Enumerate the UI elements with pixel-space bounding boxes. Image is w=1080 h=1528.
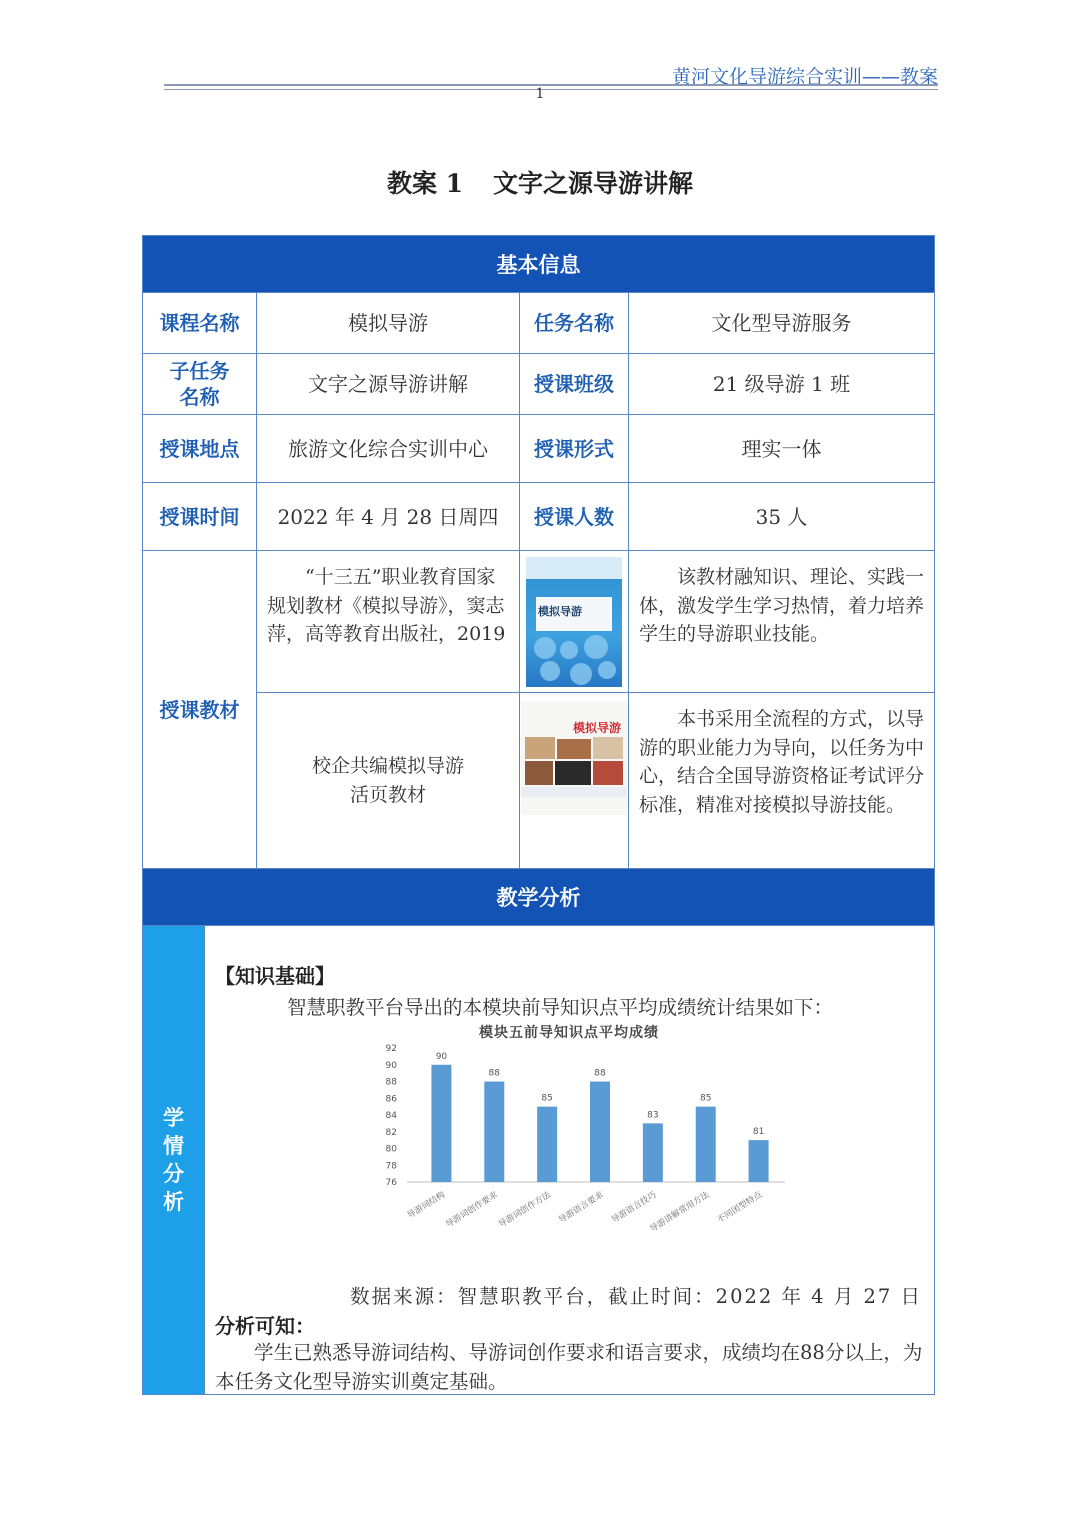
student-analysis-content (205, 926, 935, 1395)
category-label: 导游词结构 (405, 1190, 448, 1222)
y-tick-label: 76 (385, 1178, 397, 1188)
chart-bar (749, 1140, 769, 1182)
y-tick-label: 90 (385, 1060, 397, 1071)
running-header: 黄河文化导游综合实训——教案 (671, 66, 938, 88)
conclusion-text: 学生已熟悉导游词结构、导游词创作要求和语言要求，成绩均在88分以上，为本任务文化型导游实训奠定基础。 (215, 1341, 923, 1393)
subtask-value: 文字之源导游讲解 (257, 354, 520, 415)
textbook-1-description: 该教材融知识、理论、实践一体，激发学生学习热情，着力培养学生的导游职业技能。 (629, 551, 935, 693)
data-source-note: 数据来源：智慧职教平台，截止时间：2022 年 4 月 27 日 (350, 1285, 922, 1308)
chart-bar (537, 1107, 557, 1182)
title-prefix: 教案 1 (386, 169, 464, 198)
y-tick-label: 78 (385, 1161, 397, 1172)
format-value: 理实一体 (629, 415, 935, 483)
category-label: 导游词创作要求 (444, 1190, 500, 1231)
y-tick-label: 92 (385, 1044, 397, 1054)
bar-value-label: 85 (699, 1093, 712, 1104)
chart-bar (431, 1065, 451, 1182)
page-number: 1 (535, 86, 545, 102)
chart-bar (696, 1107, 716, 1182)
subtask-label (143, 354, 257, 415)
bar-value-label: 83 (647, 1110, 659, 1121)
course-name-value: 模拟导游 (257, 293, 520, 354)
y-tick-label: 80 (385, 1144, 397, 1155)
bar-value-label: 90 (435, 1051, 448, 1062)
side-label-char: 学 (163, 1106, 184, 1130)
lesson-plan-table (142, 235, 935, 1395)
subtask-label-line2: 名称 (179, 385, 220, 409)
y-tick-label: 82 (385, 1127, 397, 1138)
category-label: 导游讲解常用方法 (648, 1190, 712, 1235)
textbook-2-title-line2: 活页教材 (349, 783, 426, 806)
book-cover-title: 模拟导游 (538, 605, 582, 618)
class-label: 授课班级 (520, 354, 629, 415)
chart-bar (484, 1082, 504, 1183)
knowledge-base-intro: 智慧职教平台导出的本模块前导知识点平均成绩统计结果如下： (287, 996, 834, 1019)
document-title (0, 164, 1080, 200)
bar-value-label: 81 (752, 1127, 765, 1138)
textbook-2-description: 本书采用全流程的方式，以导游的职业能力为导向，以任务为中心，结合全国导游资格证考试评分标准，精准对接模拟导游技能。 (629, 693, 935, 869)
count-label: 授课人数 (520, 483, 629, 551)
category-label: 导游语言要求 (557, 1190, 606, 1226)
book-cover-image (521, 701, 627, 815)
book-cover-title: 模拟导游 (572, 721, 621, 735)
side-label-char: 情 (163, 1134, 184, 1158)
student-analysis-label (143, 926, 205, 1395)
conclusion-title: 分析可知： (215, 1314, 315, 1338)
textbook-2-cover (520, 693, 629, 869)
chart-bar (590, 1082, 610, 1183)
knowledge-base-title: 【知识基础】 (215, 964, 335, 988)
bar-value-label: 88 (488, 1068, 501, 1079)
textbook-2-title (257, 693, 520, 869)
y-tick-label: 86 (385, 1094, 397, 1105)
category-label: 不同团型特点 (715, 1190, 765, 1226)
bar-value-label: 88 (594, 1068, 606, 1079)
section-header-teaching-analysis: 教学分析 (143, 869, 935, 926)
chart-bar (643, 1123, 663, 1182)
score-bar-chart (325, 1038, 815, 1248)
y-tick-label: 84 (385, 1111, 397, 1121)
side-label-char: 析 (163, 1190, 184, 1214)
count-value: 35 人 (629, 483, 935, 551)
section-header-basic-info: 基本信息 (143, 236, 935, 293)
class-value: 21 级导游 1 班 (629, 354, 935, 415)
task-name-label: 任务名称 (520, 293, 629, 354)
category-label: 导游语言技巧 (609, 1190, 659, 1226)
subtask-label-line1: 子任务 (169, 359, 230, 383)
category-label: 导游词创作方法 (496, 1190, 553, 1231)
format-label: 授课形式 (520, 415, 629, 483)
textbook-label: 授课教材 (143, 551, 257, 869)
bar-value-label: 85 (541, 1093, 553, 1104)
location-label: 授课地点 (143, 415, 257, 483)
course-name-label: 课程名称 (143, 293, 257, 354)
location-value: 旅游文化综合实训中心 (257, 415, 520, 483)
textbook-2-title-line1: 校企共编模拟导游 (311, 755, 464, 777)
y-tick-label: 88 (385, 1077, 397, 1088)
chart-title: 模块五前导知识点平均成绩 (479, 1025, 659, 1041)
task-name-value: 文化型导游服务 (629, 293, 935, 354)
textbook-1-title: “十三五”职业教育国家规划教材《模拟导游》，窦志萍，高等教育出版社，2019 (257, 551, 520, 693)
time-label: 授课时间 (143, 483, 257, 551)
side-label-char: 分 (163, 1162, 184, 1186)
textbook-1-cover (520, 551, 629, 693)
time-value: 2022 年 4 月 28 日周四 (257, 483, 520, 551)
title-text: 文字之源导游讲解 (493, 169, 694, 198)
book-cover-image (526, 557, 622, 687)
